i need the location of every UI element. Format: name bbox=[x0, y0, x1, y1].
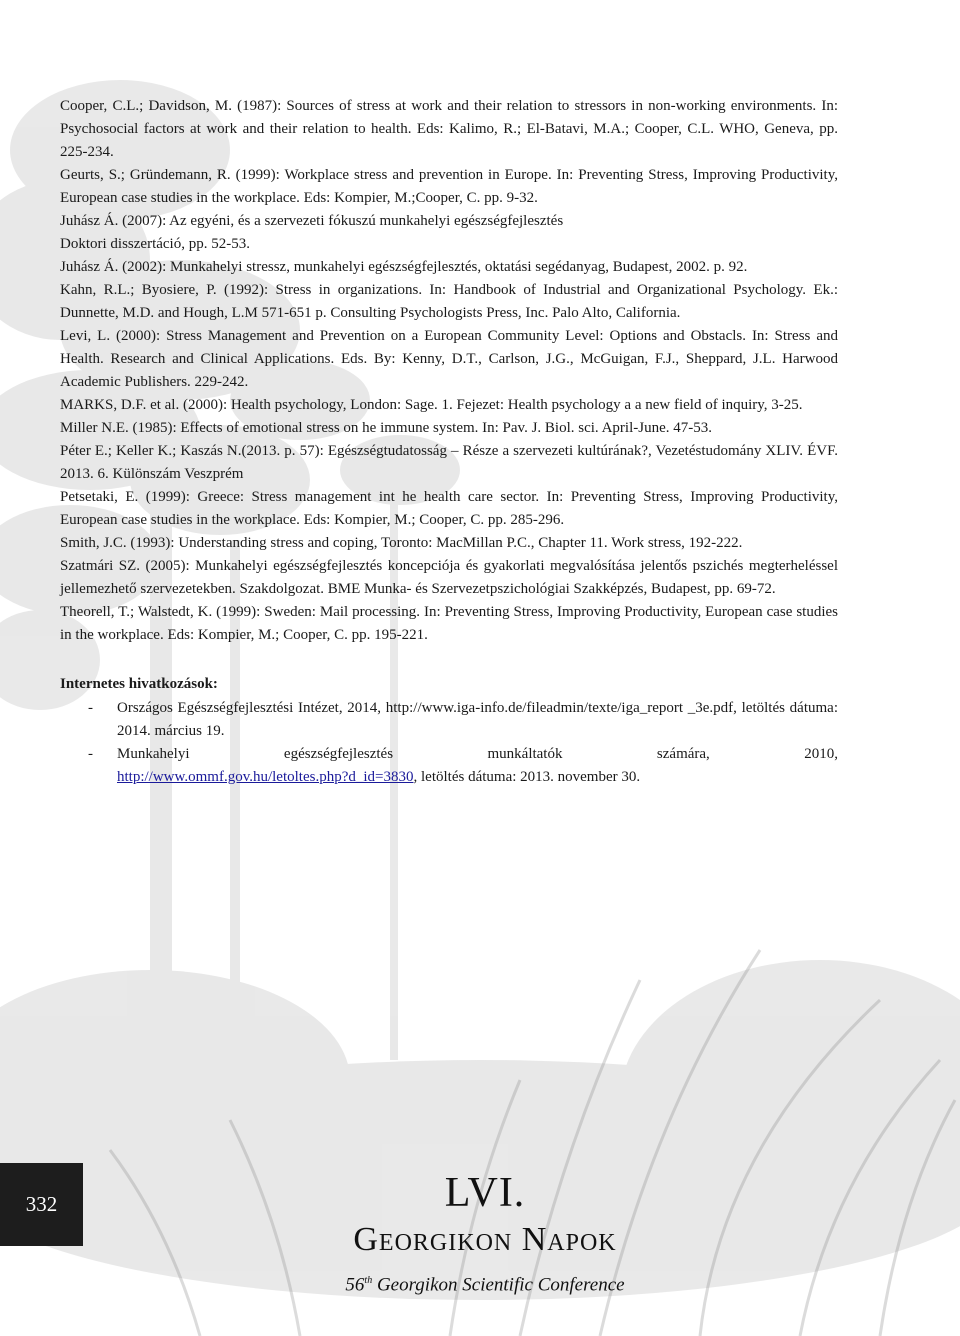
reference-entry: Juhász Á. (2007): Az egyéni, és a szervezeti fókuszú munkahelyi egészségfejlesztés bbox=[60, 213, 564, 229]
internet-references-list bbox=[60, 697, 838, 789]
reference-entry: Péter E.; Keller K.; Kaszás N.(2013. p. 57): Egészségtudatosság – Része a szervezeti kultúrának?, Vezetéstudomány XLIV. ÉVF. 2013. 6. Különszám Veszprém bbox=[60, 443, 838, 482]
list-bullet: - bbox=[88, 700, 93, 716]
internet-reference-text: Munkahelyi egészségfejlesztés munkáltatók számára, 2010, bbox=[117, 746, 838, 762]
references-list bbox=[60, 95, 838, 789]
reference-entry: Levi, L. (2000): Stress Management and Prevention on a European Community Level: Options and Obstacls. In: Stress and Health. Research and Clinical Applications. Eds. By: Kenny, D.T., Carlson, J.G., McGuigan, F.J., Sheppard, J.L. Harwood Academic Publishers. 229-242. bbox=[60, 328, 838, 390]
conference-subtitle: 56th Georgikon Scientific Conference bbox=[345, 1274, 625, 1296]
edition-number: LVI. bbox=[444, 1170, 526, 1216]
reference-entry: Juhász Á. (2002): Munkahelyi stressz, munkahelyi egészségfejlesztés, oktatási segédanyag, Budapest, 2002. p. 92. bbox=[60, 259, 748, 275]
page-number: 332 bbox=[25, 1192, 58, 1216]
reference-entry: Doktori disszertáció, pp. 52-53. bbox=[60, 236, 250, 252]
list-bullet: - bbox=[88, 746, 93, 762]
reference-entry: Miller N.E. (1985): Effects of emotional stress on he immune system. In: Pav. J. Biol. sci. April-June. 47-53. bbox=[60, 420, 712, 436]
reference-entry: Cooper, C.L.; Davidson, M. (1987): Sources of stress at work and their relation to stressors in non-working environments. In: Psychosocial factors at work and their relation to health. Eds: Kalimo, R.; El-Batavi, M.A.; Cooper, C.L. WHO, Geneva, pp. 225-234. bbox=[60, 98, 838, 160]
reference-entry: Kahn, R.L.; Byosiere, P. (1992): Stress in organizations. In: Handbook of Industrial and Organizational Psychology. Ek.: Dunnette, M.D. and Hough, L.M 571-651 p. Consulting Psychologists Press, Inc. Palo Alto, California. bbox=[60, 282, 838, 321]
conference-name: Georgikon Napok bbox=[353, 1221, 617, 1258]
download-date-text: , letöltés dátuma: 2013. november 30. bbox=[413, 769, 641, 785]
reference-entry: Szatmári SZ. (2005): Munkahelyi egészségfejlesztés koncepciója és gyakorlati megvalósítása jelentős pszichés megterheléssel jellemezhető szervezetekben. Szakdolgozat. BME Munka- és Szervezetpszichológiai Szakképzés, Budapest, pp. 69-72. bbox=[60, 558, 838, 597]
page-number-box bbox=[0, 1163, 83, 1246]
reference-entry: MARKS, D.F. et al. (2000): Health psychology, London: Sage. 1. Fejezet: Health psychology a a new field of inquiry, 3-25. bbox=[60, 397, 803, 413]
list-item bbox=[60, 697, 838, 743]
reference-entry: Petsetaki, E. (1999): Greece: Stress management int he health care sector. In: Preventing Stress, Improving Productivity, European case studies in the workplace. Eds: Kompier, M.; Cooper, C. pp. 285-296. bbox=[60, 489, 838, 528]
list-item bbox=[60, 743, 838, 789]
internet-reference-text: Országos Egészségfejlesztési Intézet, 2014, http://www.iga-info.de/fileadmin/texte/iga_report _3e.pdf, letöltés dátuma: 2014. március 19. bbox=[117, 700, 838, 739]
reference-entry: Theorell, T.; Walstedt, K. (1999): Sweden: Mail processing. In: Preventing Stress, Improving Productivity, European case studies in the workplace. Eds: Kompier, M.; Cooper, C. pp. 195-221. bbox=[60, 604, 838, 643]
conference-footer bbox=[300, 1168, 670, 1300]
reference-entry: Geurts, S.; Gründemann, R. (1999): Workplace stress and prevention in Europe. In: Preventing Stress, Improving Productivity, European case studies in the workplace. Eds: Kompier, M.;Cooper, C. pp. 9-32. bbox=[60, 167, 838, 206]
ommf-link[interactable]: http://www.ommf.gov.hu/letoltes.php?d_id=3830 bbox=[117, 769, 414, 785]
reference-entry: Smith, J.C. (1993): Understanding stress and coping, Toronto: MacMillan P.C., Chapter 11. Work stress, 192-222. bbox=[60, 535, 743, 551]
internet-references-heading: Internetes hivatkozások: bbox=[60, 676, 218, 692]
